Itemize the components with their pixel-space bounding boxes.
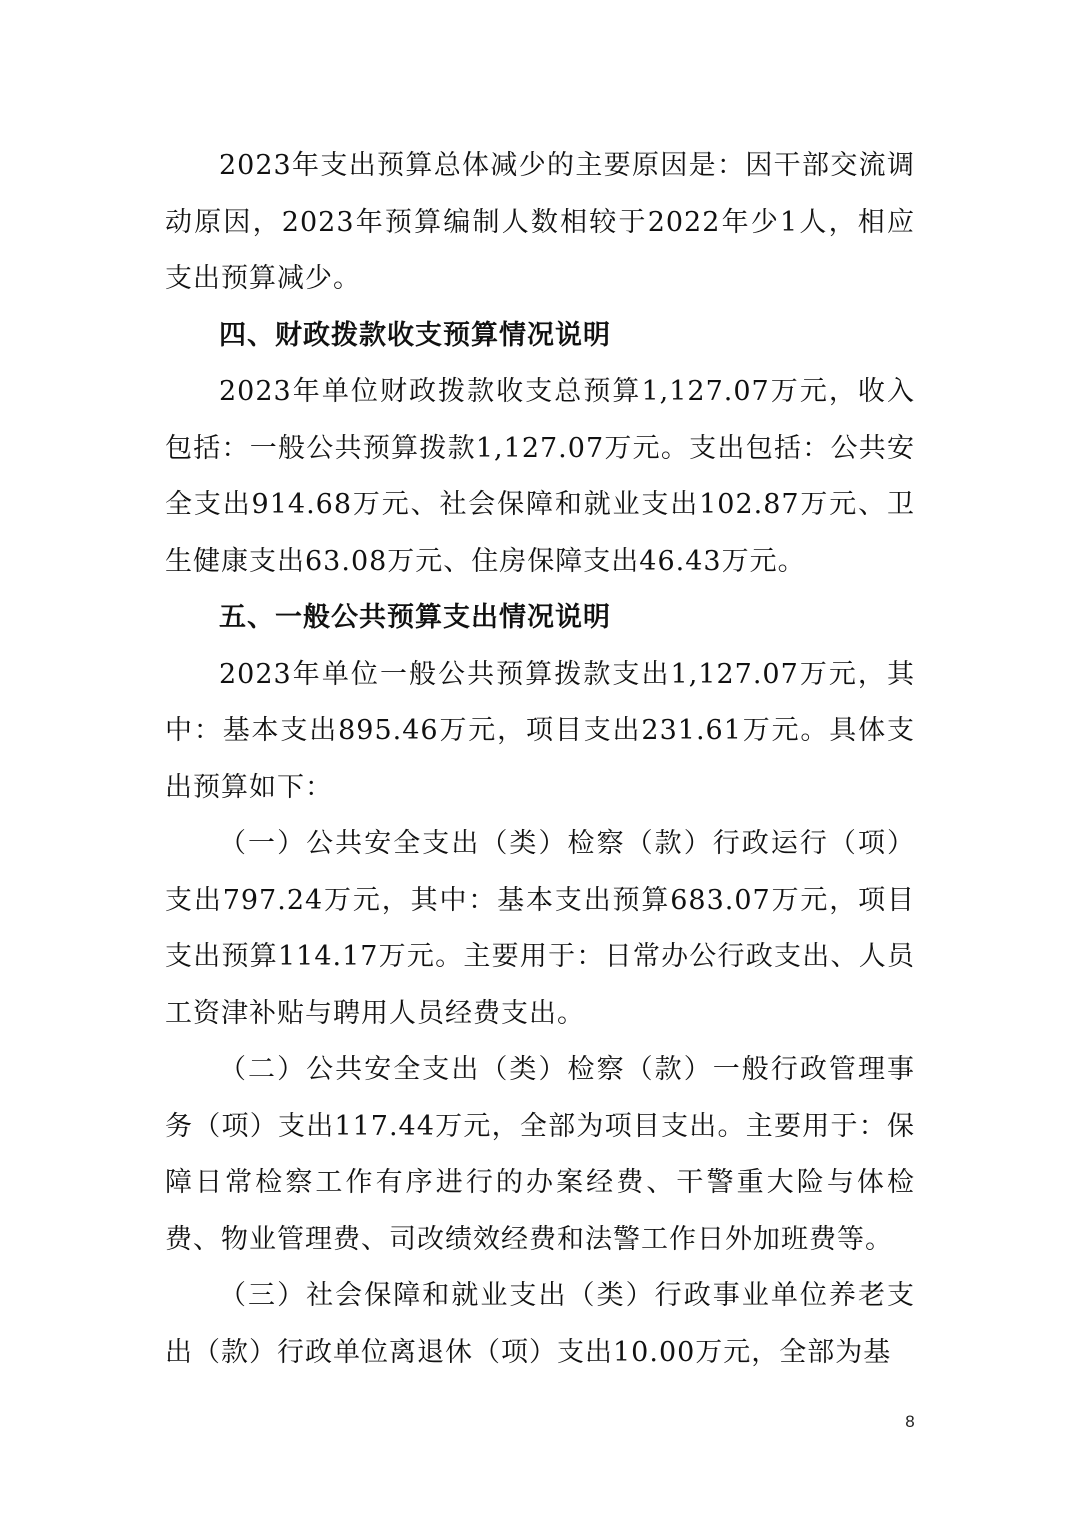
paragraph-item-2: （二）公共安全支出（类）检察（款）一般行政管理事务（项）支出117.44万元，全部为项目支出。主要用于：保障日常检察工作有序进行的办案经费、干警重大险与体检费、物业管理费、司改绩效经费和法警工作日外加班费等。 (165, 1054, 915, 1255)
paragraph-item-3: （三）社会保障和就业支出（类）行政事业单位养老支出（款）行政单位离退休（项）支出10.00万元，全部为基 (165, 1280, 915, 1368)
paragraph-general-public-budget: 2023年单位一般公共预算拨款支出1,127.07万元，其中：基本支出895.46万元，项目支出231.61万元。具体支出预算如下： (165, 658, 915, 803)
paragraph-budget-decrease-reason: 2023年支出预算总体减少的主要原因是：因干部交流调动原因，2023年预算编制人数相较于2022年少1人，相应支出预算减少。 (165, 150, 915, 294)
document-body (165, 138, 915, 1381)
paragraph-fiscal-appropriation: 2023年单位财政拨款收支总预算1,127.07万元，收入包括：一般公共预算拨款1,127.07万元。支出包括：公共安全支出914.68万元、社会保障和就业支出102.87万元、卫生健康支出63.08万元、住房保障支出46.43万元。 (165, 376, 915, 577)
page-number: 8 (905, 1412, 915, 1431)
paragraph-item-1: （一）公共安全支出（类）检察（款）行政运行（项）支出797.24万元，其中：基本支出预算683.07万元，项目支出预算114.17万元。主要用于：日常办公行政支出、人员工资津补贴与聘用人员经费支出。 (165, 828, 915, 1029)
heading-general-public-budget: 五、一般公共预算支出情况说明 (219, 602, 611, 633)
heading-fiscal-appropriation: 四、财政拨款收支预算情况说明 (219, 319, 611, 351)
